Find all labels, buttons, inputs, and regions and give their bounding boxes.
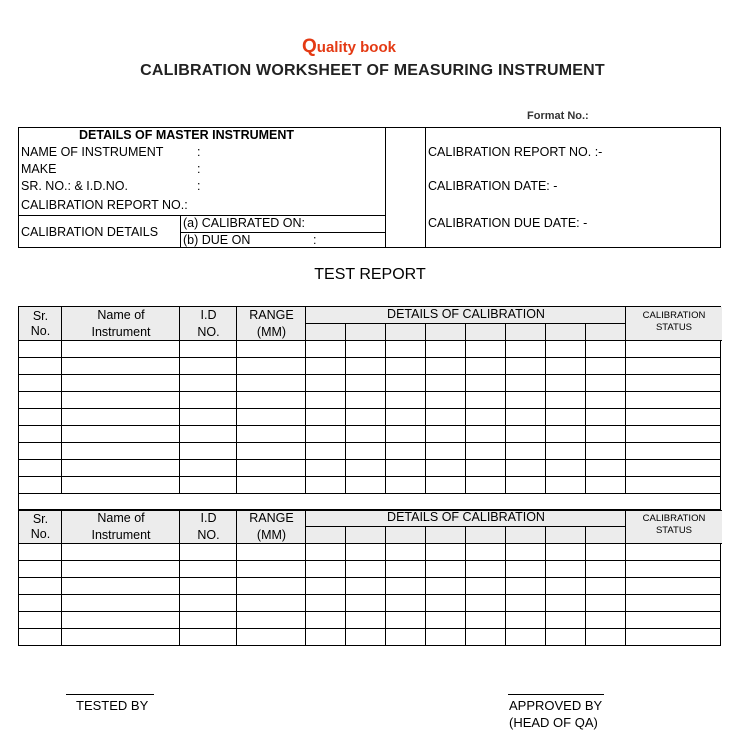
head-of-qa-label: (HEAD OF QA) bbox=[509, 715, 598, 730]
table-cell bbox=[62, 544, 180, 561]
table-cell bbox=[346, 426, 386, 443]
table-cell bbox=[586, 544, 626, 561]
calibration-report-no-label: CALIBRATION REPORT NO. :- bbox=[428, 145, 603, 159]
table-cell bbox=[426, 375, 466, 392]
table-cell bbox=[346, 629, 386, 646]
header-details-subcol bbox=[466, 324, 506, 341]
table-cell bbox=[466, 561, 506, 578]
table-cell bbox=[306, 358, 346, 375]
table-cell bbox=[386, 426, 426, 443]
table-cell bbox=[180, 629, 237, 646]
table-cell bbox=[62, 341, 180, 358]
colon: : bbox=[197, 145, 201, 159]
table-cell bbox=[306, 426, 346, 443]
table-cell bbox=[466, 443, 506, 460]
header-name-text: Name of bbox=[97, 308, 145, 322]
table-cell bbox=[386, 595, 426, 612]
table-cell bbox=[62, 375, 180, 392]
divider bbox=[180, 215, 181, 247]
table-cell bbox=[626, 544, 721, 561]
table-cell bbox=[19, 460, 62, 477]
table-cell bbox=[306, 409, 346, 426]
table-cell bbox=[546, 443, 586, 460]
table-cell bbox=[506, 341, 546, 358]
table-cell bbox=[466, 595, 506, 612]
table-cell bbox=[546, 477, 586, 494]
table-cell bbox=[466, 477, 506, 494]
colon: : bbox=[197, 179, 201, 193]
table-cell bbox=[626, 477, 721, 494]
header-details-subcol bbox=[546, 527, 586, 544]
table-cell bbox=[586, 426, 626, 443]
master-heading: DETAILS OF MASTER INSTRUMENT bbox=[79, 128, 295, 142]
table-cell bbox=[386, 341, 426, 358]
table-cell bbox=[306, 544, 346, 561]
header-no-text: NO. bbox=[197, 528, 220, 542]
header-details-subcol bbox=[346, 324, 386, 341]
table-cell bbox=[237, 392, 306, 409]
table-cell bbox=[586, 629, 626, 646]
table-cell bbox=[237, 460, 306, 477]
approved-by-line bbox=[508, 694, 604, 695]
table-cell bbox=[546, 595, 586, 612]
master-report-no-label: CALIBRATION REPORT NO.: bbox=[21, 198, 188, 212]
table-cell bbox=[19, 358, 62, 375]
table-cell bbox=[386, 578, 426, 595]
header-range-text: RANGE bbox=[249, 511, 294, 525]
header-id-text: I.D bbox=[200, 308, 217, 322]
table-cell bbox=[426, 477, 466, 494]
company-logo bbox=[0, 36, 698, 58]
table-cell bbox=[180, 375, 237, 392]
table-cell bbox=[180, 578, 237, 595]
table-cell bbox=[346, 612, 386, 629]
table-cell bbox=[180, 341, 237, 358]
table-cell bbox=[62, 409, 180, 426]
master-instrument-box bbox=[18, 127, 721, 248]
table-cell bbox=[346, 595, 386, 612]
header-details-subcol bbox=[426, 527, 466, 544]
table-cell bbox=[19, 629, 62, 646]
calibration-due-date-label: CALIBRATION DUE DATE: - bbox=[428, 216, 588, 230]
table-cell bbox=[180, 544, 237, 561]
table-cell bbox=[19, 595, 62, 612]
table-cell bbox=[306, 477, 346, 494]
table-cell bbox=[237, 561, 306, 578]
header-details-subcol bbox=[586, 324, 626, 341]
table-cell bbox=[346, 392, 386, 409]
table-cell bbox=[466, 578, 506, 595]
table-cell bbox=[626, 375, 721, 392]
table-cell bbox=[546, 629, 586, 646]
table-cell bbox=[237, 578, 306, 595]
table-cell bbox=[626, 409, 721, 426]
table-cell bbox=[626, 341, 721, 358]
calibration-details-label: CALIBRATION DETAILS bbox=[21, 225, 159, 239]
table-cell bbox=[466, 426, 506, 443]
table-cell bbox=[237, 477, 306, 494]
format-no-label: Format No.: bbox=[527, 110, 589, 122]
table-cell bbox=[626, 443, 721, 460]
table-cell bbox=[506, 426, 546, 443]
table-cell bbox=[546, 409, 586, 426]
header-no-text: No. bbox=[30, 324, 51, 338]
make-label: MAKE bbox=[21, 162, 57, 176]
sr-no-label: SR. NO.: & I.D.NO. bbox=[21, 179, 128, 193]
table-cell bbox=[180, 358, 237, 375]
colon: : bbox=[197, 162, 201, 176]
table-cell bbox=[426, 426, 466, 443]
table-cell bbox=[237, 612, 306, 629]
table-cell bbox=[626, 426, 721, 443]
table-cell bbox=[626, 629, 721, 646]
page-title: CALIBRATION WORKSHEET OF MEASURING INSTRUMENT bbox=[140, 62, 605, 79]
table-cell bbox=[62, 460, 180, 477]
table-cell bbox=[306, 595, 346, 612]
colon: : bbox=[313, 233, 317, 247]
table-cell bbox=[426, 443, 466, 460]
table-cell bbox=[306, 561, 346, 578]
header-id-text: I.D bbox=[200, 511, 217, 525]
table-cell bbox=[180, 426, 237, 443]
table-cell bbox=[346, 443, 386, 460]
header-instrument-text: Instrument bbox=[91, 325, 151, 339]
table-cell bbox=[180, 409, 237, 426]
header-calibration-text: CALIBRATION bbox=[642, 310, 706, 321]
table-cell bbox=[19, 426, 62, 443]
table-cell bbox=[586, 375, 626, 392]
table-cell bbox=[586, 612, 626, 629]
table-cell bbox=[19, 578, 62, 595]
table-cell bbox=[19, 561, 62, 578]
table-cell bbox=[586, 341, 626, 358]
table-cell bbox=[346, 578, 386, 595]
table-cell bbox=[466, 460, 506, 477]
table-cell bbox=[426, 341, 466, 358]
table-cell bbox=[386, 460, 426, 477]
table-cell bbox=[180, 612, 237, 629]
table-cell bbox=[426, 409, 466, 426]
table-cell bbox=[506, 358, 546, 375]
table-cell bbox=[426, 358, 466, 375]
table-cell bbox=[546, 426, 586, 443]
table-cell bbox=[62, 443, 180, 460]
table-cell bbox=[237, 358, 306, 375]
table-cell bbox=[426, 561, 466, 578]
table-cell bbox=[626, 358, 721, 375]
table-cell bbox=[546, 358, 586, 375]
table-cell bbox=[19, 544, 62, 561]
table-cell bbox=[180, 443, 237, 460]
table-cell bbox=[506, 375, 546, 392]
table-cell bbox=[546, 612, 586, 629]
table-cell bbox=[586, 460, 626, 477]
table-cell bbox=[466, 341, 506, 358]
table-cell bbox=[346, 544, 386, 561]
header-details-subcol bbox=[506, 324, 546, 341]
table-cell bbox=[506, 612, 546, 629]
table-cell bbox=[506, 477, 546, 494]
calibration-date-label: CALIBRATION DATE: - bbox=[428, 179, 558, 193]
table-cell bbox=[180, 477, 237, 494]
header-details-subcol bbox=[386, 324, 426, 341]
table-cell bbox=[306, 375, 346, 392]
table-cell bbox=[426, 544, 466, 561]
table-cell bbox=[346, 561, 386, 578]
table-cell bbox=[386, 561, 426, 578]
table-cell bbox=[586, 443, 626, 460]
table-cell bbox=[180, 460, 237, 477]
table-cell bbox=[62, 358, 180, 375]
header-no-text: NO. bbox=[197, 325, 220, 339]
table-cell bbox=[306, 443, 346, 460]
table-cell bbox=[306, 578, 346, 595]
table-cell bbox=[346, 358, 386, 375]
table-cell bbox=[506, 443, 546, 460]
table-cell bbox=[19, 477, 62, 494]
header-details-subcol bbox=[466, 527, 506, 544]
header-instrument-text: Instrument bbox=[91, 528, 151, 542]
table-cell bbox=[180, 561, 237, 578]
table-cell bbox=[386, 443, 426, 460]
table-cell bbox=[466, 358, 506, 375]
table-cell bbox=[237, 629, 306, 646]
table-cell bbox=[386, 392, 426, 409]
calibration-table-2 bbox=[18, 510, 721, 646]
table-cell bbox=[237, 409, 306, 426]
table-cell bbox=[386, 375, 426, 392]
table-cell bbox=[237, 426, 306, 443]
table-cell bbox=[426, 578, 466, 595]
table-cell bbox=[346, 409, 386, 426]
table-cell bbox=[426, 392, 466, 409]
table-cell bbox=[506, 392, 546, 409]
header-mm-text: (MM) bbox=[256, 528, 287, 542]
table-cell bbox=[62, 612, 180, 629]
table-cell bbox=[626, 460, 721, 477]
table-cell bbox=[386, 544, 426, 561]
header-details-subcol bbox=[346, 527, 386, 544]
header-status-text: STATUS bbox=[655, 322, 693, 333]
table-cell bbox=[626, 595, 721, 612]
table-cell bbox=[19, 612, 62, 629]
table-cell bbox=[306, 612, 346, 629]
table-cell bbox=[62, 595, 180, 612]
table-cell bbox=[506, 629, 546, 646]
approved-by-label: APPROVED BY bbox=[509, 698, 603, 713]
table-cell bbox=[586, 477, 626, 494]
table-cell bbox=[237, 443, 306, 460]
table-cell bbox=[386, 629, 426, 646]
table-cell bbox=[626, 612, 721, 629]
tested-by-label: TESTED BY bbox=[76, 698, 149, 713]
logo-text: uality book bbox=[316, 39, 396, 56]
table-cell bbox=[466, 612, 506, 629]
table-cell bbox=[237, 375, 306, 392]
table-cell bbox=[237, 544, 306, 561]
table-cell bbox=[546, 561, 586, 578]
header-calibration-text: CALIBRATION bbox=[642, 513, 706, 524]
header-name-text: Name of bbox=[97, 511, 145, 525]
table-cell bbox=[306, 341, 346, 358]
table-cell bbox=[466, 409, 506, 426]
table-cell bbox=[546, 341, 586, 358]
table-cell bbox=[546, 460, 586, 477]
table-cell bbox=[506, 578, 546, 595]
table-cell bbox=[466, 375, 506, 392]
header-details-subcol bbox=[386, 527, 426, 544]
table-cell bbox=[626, 561, 721, 578]
header-details-subcol bbox=[586, 527, 626, 544]
table-cell bbox=[426, 629, 466, 646]
header-range-text: RANGE bbox=[249, 308, 294, 322]
table-cell bbox=[506, 544, 546, 561]
table-cell bbox=[506, 460, 546, 477]
table-cell bbox=[586, 595, 626, 612]
header-details-text: DETAILS OF CALIBRATION bbox=[387, 510, 545, 524]
table-cell bbox=[62, 578, 180, 595]
header-mm-text: (MM) bbox=[256, 325, 287, 339]
table-cell bbox=[346, 477, 386, 494]
table-cell bbox=[466, 544, 506, 561]
table-cell bbox=[586, 561, 626, 578]
table-cell bbox=[306, 392, 346, 409]
table-cell bbox=[237, 595, 306, 612]
table-cell bbox=[546, 544, 586, 561]
tested-by-line bbox=[66, 694, 154, 695]
test-report-heading: TEST REPORT bbox=[314, 266, 426, 283]
calibrated-on-label: (a) CALIBRATED ON: bbox=[183, 216, 306, 230]
header-sr-text: Sr. bbox=[32, 309, 49, 323]
table-cell bbox=[19, 443, 62, 460]
divider bbox=[425, 128, 426, 247]
table-cell bbox=[386, 477, 426, 494]
table-cell bbox=[180, 595, 237, 612]
table-cell bbox=[426, 460, 466, 477]
logo-q-mark: Q bbox=[302, 36, 317, 57]
table-cell bbox=[306, 460, 346, 477]
table-cell bbox=[346, 341, 386, 358]
divider bbox=[385, 128, 386, 247]
header-details-subcol bbox=[306, 324, 346, 341]
table-cell bbox=[62, 477, 180, 494]
table-cell bbox=[586, 409, 626, 426]
table-cell bbox=[586, 392, 626, 409]
table-cell bbox=[386, 409, 426, 426]
header-sr-text: Sr. bbox=[32, 512, 49, 526]
header-details-subcol bbox=[506, 527, 546, 544]
table-cell bbox=[626, 392, 721, 409]
table-cell bbox=[546, 392, 586, 409]
table-cell bbox=[19, 375, 62, 392]
table-cell bbox=[62, 629, 180, 646]
table-cell bbox=[626, 578, 721, 595]
table-cell bbox=[506, 561, 546, 578]
table-cell bbox=[506, 595, 546, 612]
table-cell bbox=[346, 375, 386, 392]
table-cell bbox=[180, 392, 237, 409]
table-cell bbox=[546, 375, 586, 392]
header-details-subcol bbox=[426, 324, 466, 341]
calibration-table-1 bbox=[18, 306, 721, 510]
table-cell bbox=[62, 392, 180, 409]
name-of-instrument-label: NAME OF INSTRUMENT bbox=[21, 145, 164, 159]
table-cell bbox=[19, 341, 62, 358]
table-cell bbox=[466, 629, 506, 646]
table-cell bbox=[506, 409, 546, 426]
table-cell bbox=[306, 629, 346, 646]
table-cell bbox=[466, 392, 506, 409]
header-no-text: No. bbox=[30, 527, 51, 541]
table-cell bbox=[426, 612, 466, 629]
table-cell bbox=[586, 358, 626, 375]
table-cell bbox=[19, 409, 62, 426]
table-cell bbox=[19, 392, 62, 409]
table-cell bbox=[386, 612, 426, 629]
header-details-subcol bbox=[546, 324, 586, 341]
table-cell bbox=[237, 341, 306, 358]
table-cell bbox=[586, 578, 626, 595]
table-cell bbox=[62, 426, 180, 443]
table-cell bbox=[426, 595, 466, 612]
table-cell bbox=[386, 358, 426, 375]
header-details-subcol bbox=[306, 527, 346, 544]
table-cell bbox=[346, 460, 386, 477]
table-cell bbox=[62, 561, 180, 578]
header-details-text: DETAILS OF CALIBRATION bbox=[387, 307, 545, 321]
due-on-label: (b) DUE ON bbox=[183, 233, 251, 247]
table-cell bbox=[546, 578, 586, 595]
header-status-text: STATUS bbox=[655, 525, 693, 536]
